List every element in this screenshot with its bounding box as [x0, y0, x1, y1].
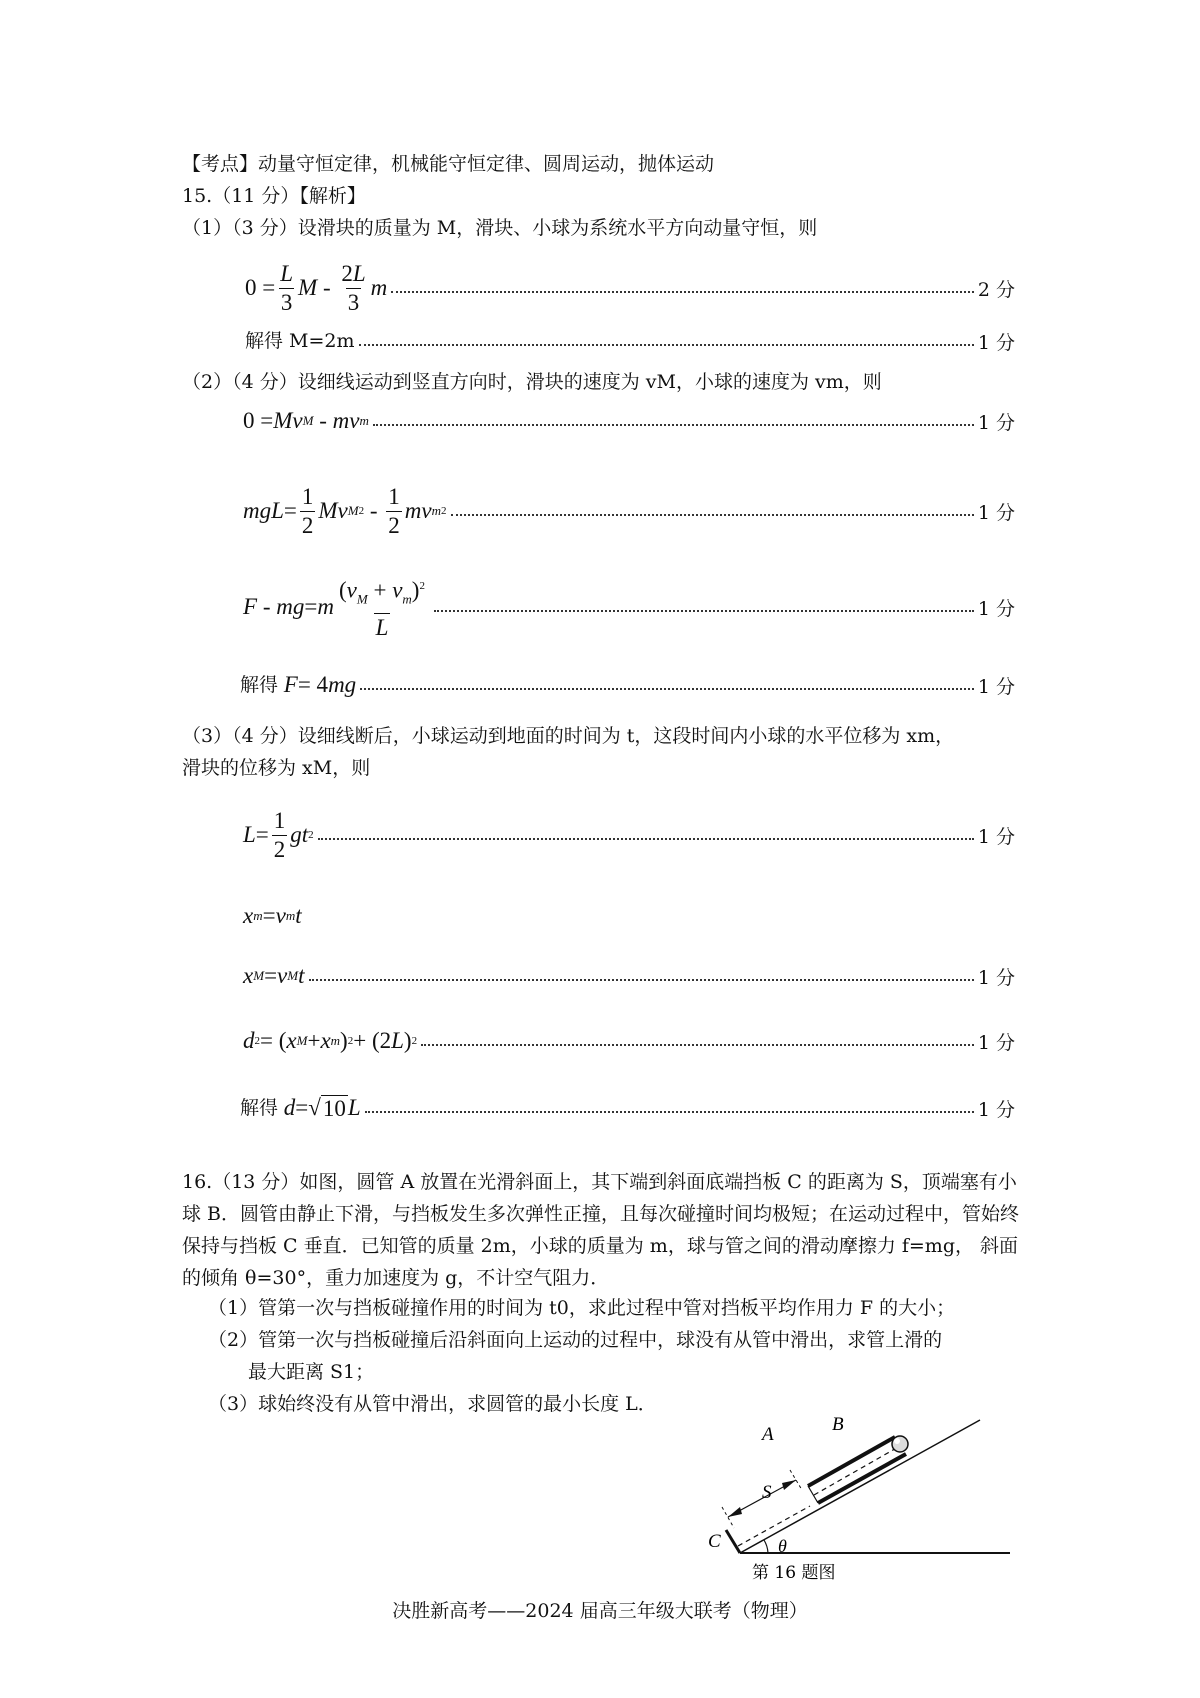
q15-header: 15.（11 分）【解析】	[182, 185, 366, 207]
figure-caption: 第 16 题图	[752, 1563, 836, 1583]
q16-sub2-line1: （2）管第一次与挡板碰撞后沿斜面向上运动的过程中，球没有从管中滑出，求管上滑的	[208, 1329, 943, 1351]
equation-fall-time: L = $\frac{1}{2}$ gt 2 1 分	[243, 807, 1015, 862]
result-line-3: 解得 d = √ 10 L 1 分	[240, 1094, 1015, 1121]
tube-lower-wall	[818, 1454, 906, 1503]
baffle-c	[726, 1530, 740, 1553]
equation-centripetal: F - mg = m $\frac{(v_M + v_m)^2}{L}$ 1 分	[243, 577, 1015, 641]
result-line-1	[245, 324, 1015, 358]
equation-xm: x m = v m t	[243, 903, 302, 928]
label-b: B	[832, 1414, 844, 1435]
label-s: S	[762, 1482, 772, 1503]
ball-b-highlight	[894, 1438, 900, 1444]
s-extension-left	[722, 1507, 734, 1528]
label-theta: θ	[778, 1536, 787, 1556]
ball-b	[892, 1436, 908, 1452]
score: 1 分	[977, 825, 1015, 848]
score: 1 分	[977, 331, 1015, 354]
equation-momentum-2: 0 = Mv M - mv m 1 分	[243, 408, 1015, 434]
score: 1 分	[977, 411, 1015, 434]
q15-part2-text: （2）（4 分）设细线运动到竖直方向时，滑块的速度为 vM，小球的速度为 vm，则	[182, 371, 882, 393]
incline-figure	[690, 1410, 1030, 1585]
s-arrow-head-left	[728, 1507, 742, 1517]
kaodian-line: 【考点】动量守恒定律，机械能守恒定律、圆周运动，抛体运动	[182, 153, 715, 175]
q16-sub3: （3）球始终没有从管中滑出，求圆管的最小长度 L．	[208, 1393, 657, 1415]
equation-xM: x M = v M t 1 分	[243, 963, 1015, 989]
score: 1 分	[977, 1098, 1015, 1121]
s-arrow-head-right	[782, 1480, 796, 1490]
result-text: 解得	[240, 674, 279, 696]
q15-part3-text-2: 滑块的位移为 xM，则	[182, 757, 371, 779]
q15-part1-text: （1）（3 分）设滑块的质量为 M，滑块、小球为系统水平方向动量守恒，则	[182, 217, 818, 239]
q15-part3-text-1: （3）（4 分）设细线断后，小球运动到地面的时间为 t，这段时间内小球的水平位移为 xm，	[182, 725, 955, 747]
tube-upper-wall	[808, 1437, 895, 1486]
tube-end	[808, 1486, 818, 1503]
score: 1 分	[977, 1031, 1015, 1054]
score: 1 分	[977, 966, 1015, 989]
q16-intro: 16.（13 分）如图，圆管 A 放置在光滑斜面上，其下端到斜面底端挡板 C 的距离为 S，顶端塞有小球 B．圆管由静止下滑，与挡板发生多次弹性正撞，且每次碰撞时间均极短；在运动过程中，管始终保持与挡板 C 垂直．已知管的质量 2m，小球的质量为 m，球与管之间的滑动摩擦力 f=mg， 斜面的倾角 θ=30°，重力加速度为 g，不计空气阻力．	[182, 1171, 1020, 1289]
score: 1 分	[977, 675, 1015, 698]
incline-line	[740, 1420, 980, 1553]
equation-distance: d 2 = ( x M + x m ) 2 + (2 L ) 2 1 分	[243, 1028, 1015, 1054]
result-line-2: 解得 F = 4 mg 1 分	[240, 672, 1015, 698]
result-text: 解得	[240, 1097, 279, 1119]
q16-sub2-line2: 最大距离 S1；	[248, 1361, 375, 1383]
score: 2 分	[977, 278, 1015, 301]
result-text: 解得 M=2m	[245, 330, 355, 352]
score: 1 分	[977, 501, 1015, 524]
equation-energy: mgL = $\frac{1}{2}$ Mv M 2 - $\frac{1}{2}$ mv m 2 1 分	[243, 483, 1015, 538]
tube-axis-dashed	[738, 1506, 810, 1546]
label-c: C	[708, 1531, 721, 1552]
equation-momentum-1: 0 = $\frac{L}{3}$ M - $\frac{2L}{3}$ m 2 分	[245, 260, 1015, 315]
theta-arc	[764, 1540, 768, 1553]
score: 1 分	[977, 597, 1015, 620]
page-footer: 决胜新高考——2024 届高三年级大联考（物理）	[392, 1600, 808, 1622]
q16-sub1: （1）管第一次与挡板碰撞作用的时间为 t0，求此过程中管对挡板平均作用力 F 的大小；	[208, 1297, 956, 1319]
label-a: A	[762, 1424, 774, 1445]
